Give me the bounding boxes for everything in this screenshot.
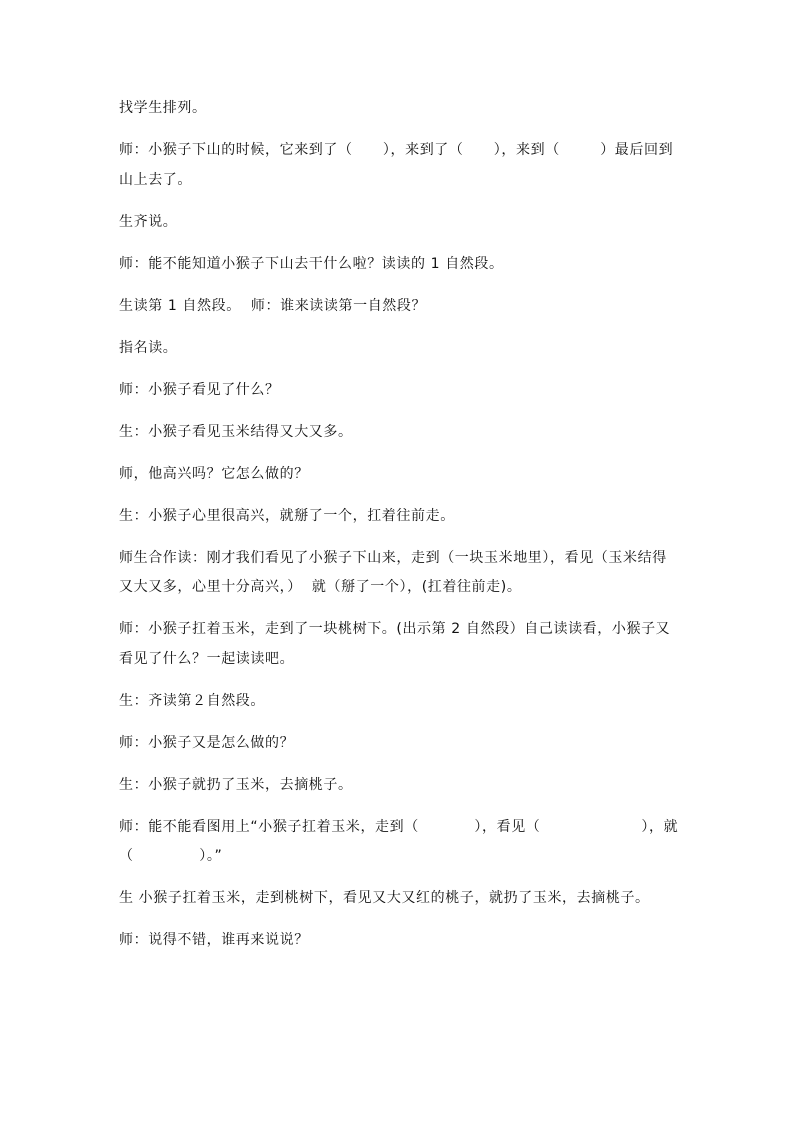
paragraph: 找学生排列。 bbox=[119, 100, 207, 116]
paragraph: 师生合作读：刚才我们看见了小猴子下山来，走到（一块玉米地里），看见（玉米结得又大又多，心里十分高兴，） 就（掰了一个），(扛着往前走)。 bbox=[119, 549, 667, 595]
paragraph: 师：小猴子下山的时候，它来到了（ ），来到了（ ），来到（ ）最后回到山上去了。 bbox=[119, 142, 674, 188]
paragraph: 师：能不能知道小猴子下山去干什么啦？读读的 1 自然段。 bbox=[119, 255, 504, 272]
paragraph: 生：小猴子心里很高兴，就掰了一个，扛着往前走。 bbox=[119, 507, 455, 524]
paragraph: 生：齐读第２自然段。 bbox=[119, 692, 265, 709]
paragraph: 师：小猴子又是怎么做的？ bbox=[119, 734, 295, 751]
paragraph: 师：小猴子看见了什么？ bbox=[119, 381, 280, 398]
paragraph: 师，他高兴吗？它怎么做的？ bbox=[119, 465, 309, 482]
paragraph: 生：小猴子就扔了玉米，去摘桃子。 bbox=[119, 776, 353, 793]
paragraph: 师：能不能看图用上“小猴子扛着玉米，走到（ ），看见（ ），就（ ）。” bbox=[119, 818, 679, 864]
paragraph: 生 小猴子扛着玉米，走到桃树下，看见又大又红的桃子，就扔了玉米，去摘桃子。 bbox=[119, 890, 650, 906]
paragraph: 生：小猴子看见玉米结得又大又多。 bbox=[119, 423, 353, 440]
paragraph: 师：说得不错，谁再来说说？ bbox=[119, 932, 309, 948]
paragraph: 生齐说。 bbox=[119, 213, 178, 230]
paragraph: 指名读。 bbox=[119, 339, 178, 356]
paragraph: 师：小猴子扛着玉米，走到了一块桃树下。(出示第 2 自然段）自己读读看，小猴子又看见了什么？一起读读吧。 bbox=[119, 621, 671, 667]
paragraph: 生读第 1 自然段。 师：谁来读读第一自然段？ bbox=[119, 297, 427, 314]
document-body bbox=[119, 94, 681, 968]
